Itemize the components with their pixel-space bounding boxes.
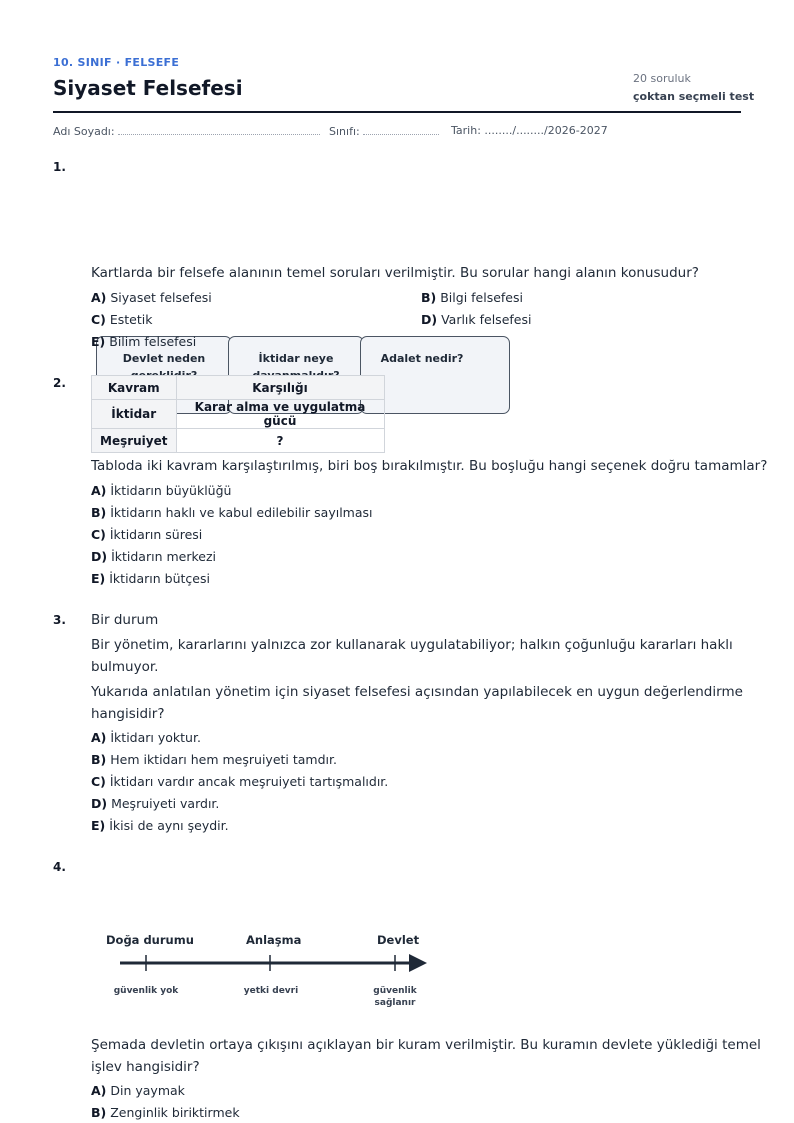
table-cell: ? [176,429,384,453]
question-number: 3. [53,613,66,627]
card-text: İktidar neye [258,352,334,365]
table-row [92,429,385,453]
option-d[interactable]: D) Meşruiyeti vardır. [91,796,220,811]
stage-sublabel: güvenlik sağlanır [373,986,417,1008]
question-stem: Şemada devletin ortaya çıkışını açıklayan bir kuram verilmiştir. Bu kuramın devlete yüklediği temel [91,1037,761,1053]
option-d[interactable]: D) İktidarın merkezi [91,549,217,564]
date-field: Tarih: ......../......../2026-2027 [451,124,608,137]
option-b[interactable]: B) İktidarın haklı ve kabul edilebilir sayılması [91,505,373,520]
table-header-row [92,376,385,400]
question-number: 1. [53,160,66,174]
page-title: Siyaset Felsefesi [53,76,243,100]
card-text: Adalet nedir? [380,352,464,365]
option-b[interactable]: B) Zenginlik biriktirmek [91,1105,240,1120]
question-stem: işlev hangisidir? [91,1059,200,1075]
card-text: Devlet neden [122,352,206,365]
class-field [329,124,439,138]
name-field [53,124,320,138]
table-header-cell: Karşılığı [176,376,384,400]
stage-sublabel: güvenlik yok [113,986,179,996]
timeline-arrow [91,951,441,977]
stage-sublabel: yetki devri [243,986,299,996]
question-number: 2. [53,376,66,390]
table-cell: Karar alma ve uygulatma gücü [176,400,384,429]
option-e[interactable]: E) Bilim felsefesi [91,334,197,349]
option-c[interactable]: C) Estetik [91,312,153,327]
scenario-text: bulmuyor. [91,659,159,675]
table-row [92,400,385,429]
option-a[interactable]: A) İktidarın büyüklüğü [91,483,232,498]
scenario-heading: Bir durum [91,612,159,628]
arrow-head [409,954,427,972]
stage-label: Anlaşma [246,933,302,947]
option-a[interactable]: A) Siyaset felsefesi [91,290,212,305]
stage-label: Doğa durumu [106,933,194,947]
name-label: Adı Soyadı: [53,125,115,138]
option-c[interactable]: C) İktidarı vardır ancak meşruiyeti tartışmalıdır. [91,774,389,789]
option-a[interactable]: A) Din yaymak [91,1083,185,1098]
scenario-text: Bir yönetim, kararlarını yalnızca zor kullanarak uygulatabiliyor; halkın çoğunluğu kararları haklı [91,637,733,653]
theory-diagram [91,925,441,1015]
option-d[interactable]: D) Varlık felsefesi [421,312,532,327]
question-number: 4. [53,860,66,874]
class-blank [363,124,439,135]
table-header-cell: Kavram [92,376,177,400]
question-stem: hangisidir? [91,706,165,722]
question-stem: Kartlarda bir felsefe alanının temel soruları verilmiştir. Bu sorular hangi alanın konusudur? [91,265,699,281]
header-rule [53,111,741,113]
name-blank [118,124,320,135]
question-stem: Tabloda iki kavram karşılaştırılmış, biri boş bırakılmıştır. Bu boşluğu hangi seçenek doğru tamamlar? [91,458,768,474]
option-a[interactable]: A) İktidarı yoktur. [91,730,201,745]
grade-subject-label: 10. SINIF · FELSEFE [53,56,180,69]
option-e[interactable]: E) İktidarın bütçesi [91,571,210,586]
stage-label: Devlet [377,933,420,947]
table-cell: Meşruiyet [92,429,177,453]
option-c[interactable]: C) İktidarın süresi [91,527,203,542]
table-cell: İktidar [92,400,177,429]
option-e[interactable]: E) İkisi de aynı şeydir. [91,818,229,833]
test-type: çoktan seçmeli test [633,90,755,103]
question-stem: Yukarıda anlatılan yönetim için siyaset felsefesi açısından yapılabilecek en uygun değerlendirme [91,684,743,700]
option-b[interactable]: B) Hem iktidarı hem meşruiyeti tamdır. [91,752,337,767]
concept-table [91,375,385,453]
question-count: 20 soruluk [633,72,691,85]
option-b[interactable]: B) Bilgi felsefesi [421,290,523,305]
class-label: Sınıfı: [329,125,360,138]
